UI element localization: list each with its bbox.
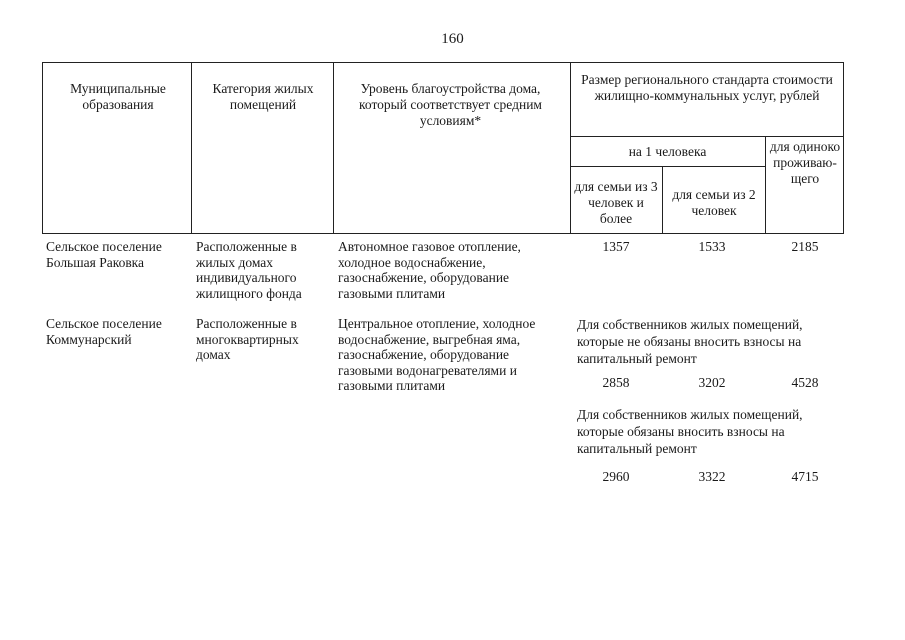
row-divider [570, 166, 765, 167]
table-header [42, 62, 844, 234]
column-divider [191, 63, 192, 233]
row2-value-b-single: 4715 [791, 469, 819, 484]
row2-value-a-family3: 2858 [602, 375, 630, 390]
row2-category: Расположенные в многоквартирных домах [196, 316, 299, 362]
row1-value-family2: 1533 [698, 239, 726, 254]
header-category: Категория жилых помещений [212, 81, 314, 112]
row2-value-b-family3: 2960 [602, 469, 630, 484]
row1-level: Автономное газовое отопление, холодное водоснабжение, газоснабжение, оборудование газовыми плитами [338, 239, 521, 301]
row2-note-not-obliged: Для собственников жилых помещений, которые не обязаны вносить взносы на капитальный ремонт [577, 317, 803, 366]
header-standard: Размер регионального стандарта стоимости жилищно-коммунальных услуг, рублей [581, 72, 833, 103]
row1-value-single: 2185 [791, 239, 819, 254]
row2-level: Центральное отопление, холодное водоснабжение, выгребная яма, газоснабжение, оборудование газовыми водонагревателями и газовыми плитами [338, 316, 536, 393]
row2-note-obliged: Для собственников жилых помещений, которые обязаны вносить взносы на капитальный ремонт [577, 407, 803, 456]
header-per-person: на 1 человека [628, 144, 707, 159]
row2-value-b-family2: 3322 [698, 469, 726, 484]
row2-value-a-family2: 3202 [698, 375, 726, 390]
header-family2: для семьи из 2 человек [672, 187, 756, 218]
row1-municipality: Сельское поселение Большая Раковка [46, 239, 162, 270]
header-single: для одиноко проживаю-щего [769, 139, 841, 186]
column-divider [765, 136, 766, 233]
row2-value-a-single: 4528 [791, 375, 819, 390]
page-number: 160 [441, 31, 464, 47]
row-divider [570, 136, 843, 137]
column-divider [333, 63, 334, 233]
header-municipality: Муниципальные образования [70, 81, 166, 112]
row1-value-family3: 1357 [602, 239, 630, 254]
header-level: Уровень благоустройства дома, который соответствует средним условиям* [359, 81, 542, 128]
row1-category: Расположенные в жилых домах индивидуального жилищного фонда [196, 239, 302, 301]
header-family3: для семьи из 3 человек и более [574, 179, 658, 226]
row2-municipality: Сельское поселение Коммунарский [46, 316, 162, 347]
column-divider [662, 166, 663, 233]
column-divider [570, 63, 571, 233]
